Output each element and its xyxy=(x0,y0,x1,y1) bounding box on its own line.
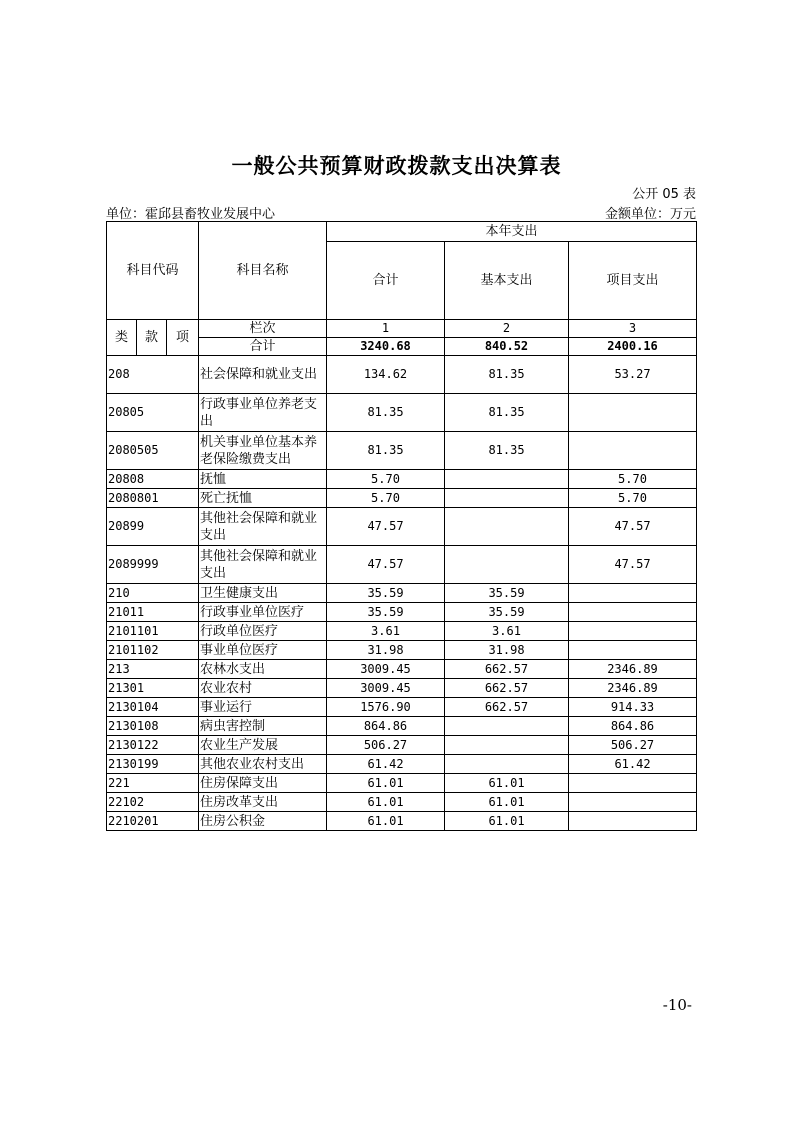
row-basic xyxy=(445,755,569,774)
row-basic: 61.01 xyxy=(445,812,569,831)
row-code: 221 xyxy=(107,774,199,793)
row-code: 2130108 xyxy=(107,717,199,736)
row-project xyxy=(569,812,697,831)
row-total: 61.42 xyxy=(327,755,445,774)
row-total: 61.01 xyxy=(327,793,445,812)
row-code: 2101102 xyxy=(107,641,199,660)
header-year-total: 本年支出 xyxy=(327,222,697,242)
table-row xyxy=(107,641,697,660)
table-row xyxy=(107,679,697,698)
row-name: 住房改革支出 xyxy=(199,793,327,812)
row-code: 2080801 xyxy=(107,489,199,508)
row-code: 20899 xyxy=(107,508,199,546)
header-kuan: 款 xyxy=(137,320,167,356)
header-col2: 2 xyxy=(445,320,569,338)
row-name: 机关事业单位基本养老保险缴费支出 xyxy=(199,432,327,470)
table-row xyxy=(107,508,697,546)
summary-project: 2400.16 xyxy=(569,338,697,356)
row-total: 3.61 xyxy=(327,622,445,641)
row-code: 22102 xyxy=(107,793,199,812)
row-name: 病虫害控制 xyxy=(199,717,327,736)
row-code: 210 xyxy=(107,584,199,603)
row-basic xyxy=(445,489,569,508)
row-name: 其他农业农村支出 xyxy=(199,755,327,774)
row-name: 其他社会保障和就业支出 xyxy=(199,546,327,584)
row-basic: 61.01 xyxy=(445,793,569,812)
row-project xyxy=(569,432,697,470)
row-code: 2089999 xyxy=(107,546,199,584)
row-total: 61.01 xyxy=(327,812,445,831)
page-number: -10- xyxy=(662,996,692,1014)
row-basic xyxy=(445,717,569,736)
row-project xyxy=(569,641,697,660)
row-project: 2346.89 xyxy=(569,679,697,698)
row-code: 208 xyxy=(107,356,199,394)
table-row xyxy=(107,546,697,584)
row-total: 1576.90 xyxy=(327,698,445,717)
table-row xyxy=(107,489,697,508)
row-total: 47.57 xyxy=(327,508,445,546)
row-code: 2130199 xyxy=(107,755,199,774)
table-row xyxy=(107,755,697,774)
row-project xyxy=(569,603,697,622)
row-name: 行政事业单位医疗 xyxy=(199,603,327,622)
table-row xyxy=(107,603,697,622)
row-total: 35.59 xyxy=(327,603,445,622)
row-name: 行政单位医疗 xyxy=(199,622,327,641)
row-name: 卫生健康支出 xyxy=(199,584,327,603)
row-total: 5.70 xyxy=(327,470,445,489)
row-name: 农林水支出 xyxy=(199,660,327,679)
row-code: 2130104 xyxy=(107,698,199,717)
table-row xyxy=(107,812,697,831)
summary-label: 合计 xyxy=(199,338,327,356)
row-basic: 662.57 xyxy=(445,660,569,679)
row-basic: 662.57 xyxy=(445,698,569,717)
row-project: 47.57 xyxy=(569,546,697,584)
table-row xyxy=(107,470,697,489)
row-total: 506.27 xyxy=(327,736,445,755)
row-name: 住房公积金 xyxy=(199,812,327,831)
row-project: 47.57 xyxy=(569,508,697,546)
money-unit: 金额单位：万元 xyxy=(604,207,696,222)
row-name: 其他社会保障和就业支出 xyxy=(199,508,327,546)
row-name: 社会保障和就业支出 xyxy=(199,356,327,394)
row-basic: 81.35 xyxy=(445,356,569,394)
header-column-no: 栏次 xyxy=(199,320,327,338)
table-row xyxy=(107,356,697,394)
row-total: 5.70 xyxy=(327,489,445,508)
table-row xyxy=(107,584,697,603)
row-total: 47.57 xyxy=(327,546,445,584)
header-project: 项目支出 xyxy=(569,242,697,320)
row-project: 914.33 xyxy=(569,698,697,717)
table-row xyxy=(107,793,697,812)
header-col3: 3 xyxy=(569,320,697,338)
row-project xyxy=(569,622,697,641)
row-code: 21301 xyxy=(107,679,199,698)
expenditure-table xyxy=(106,221,697,831)
row-total: 31.98 xyxy=(327,641,445,660)
row-name: 事业运行 xyxy=(199,698,327,717)
row-code: 21011 xyxy=(107,603,199,622)
header-code: 科目代码 xyxy=(107,222,199,320)
row-basic: 3.61 xyxy=(445,622,569,641)
row-name: 农业生产发展 xyxy=(199,736,327,755)
header-name: 科目名称 xyxy=(199,222,327,320)
table-row xyxy=(107,717,697,736)
row-basic: 35.59 xyxy=(445,584,569,603)
table-row xyxy=(107,394,697,432)
row-name: 住房保障支出 xyxy=(199,774,327,793)
row-basic: 35.59 xyxy=(445,603,569,622)
row-basic: 81.35 xyxy=(445,432,569,470)
row-basic xyxy=(445,736,569,755)
row-code: 20808 xyxy=(107,470,199,489)
row-total: 35.59 xyxy=(327,584,445,603)
summary-basic: 840.52 xyxy=(445,338,569,356)
row-total: 81.35 xyxy=(327,394,445,432)
row-total: 134.62 xyxy=(327,356,445,394)
header-total: 合计 xyxy=(327,242,445,320)
summary-total: 3240.68 xyxy=(327,338,445,356)
row-basic: 81.35 xyxy=(445,394,569,432)
header-basic: 基本支出 xyxy=(445,242,569,320)
table-row xyxy=(107,736,697,755)
row-project: 5.70 xyxy=(569,489,697,508)
table-row xyxy=(107,432,697,470)
row-code: 2080505 xyxy=(107,432,199,470)
row-total: 864.86 xyxy=(327,717,445,736)
row-basic: 31.98 xyxy=(445,641,569,660)
row-basic xyxy=(445,470,569,489)
row-project: 5.70 xyxy=(569,470,697,489)
row-name: 行政事业单位养老支出 xyxy=(199,394,327,432)
row-project: 506.27 xyxy=(569,736,697,755)
row-basic xyxy=(445,546,569,584)
form-number: 公开 05 表 xyxy=(632,187,696,202)
row-code: 213 xyxy=(107,660,199,679)
row-total: 61.01 xyxy=(327,774,445,793)
row-project: 2346.89 xyxy=(569,660,697,679)
row-project xyxy=(569,394,697,432)
row-project: 864.86 xyxy=(569,717,697,736)
row-code: 20805 xyxy=(107,394,199,432)
table-row xyxy=(107,698,697,717)
row-project xyxy=(569,793,697,812)
row-name: 农业农村 xyxy=(199,679,327,698)
table-row xyxy=(107,774,697,793)
row-project: 53.27 xyxy=(569,356,697,394)
row-basic xyxy=(445,508,569,546)
row-project xyxy=(569,774,697,793)
table-row xyxy=(107,622,697,641)
row-code: 2130122 xyxy=(107,736,199,755)
table-row xyxy=(107,660,697,679)
row-code: 2210201 xyxy=(107,812,199,831)
row-basic: 61.01 xyxy=(445,774,569,793)
row-total: 81.35 xyxy=(327,432,445,470)
row-basic: 662.57 xyxy=(445,679,569,698)
row-total: 3009.45 xyxy=(327,679,445,698)
page-title: 一般公共预算财政拨款支出决算表 xyxy=(231,154,562,178)
row-name: 事业单位医疗 xyxy=(199,641,327,660)
row-name: 抚恤 xyxy=(199,470,327,489)
row-project: 61.42 xyxy=(569,755,697,774)
header-col1: 1 xyxy=(327,320,445,338)
header-xiang: 项 xyxy=(167,320,199,356)
unit-name: 单位：霍邱县畜牧业发展中心 xyxy=(106,207,276,222)
row-project xyxy=(569,584,697,603)
header-lei: 类 xyxy=(107,320,137,356)
row-code: 2101101 xyxy=(107,622,199,641)
row-total: 3009.45 xyxy=(327,660,445,679)
row-name: 死亡抚恤 xyxy=(199,489,327,508)
